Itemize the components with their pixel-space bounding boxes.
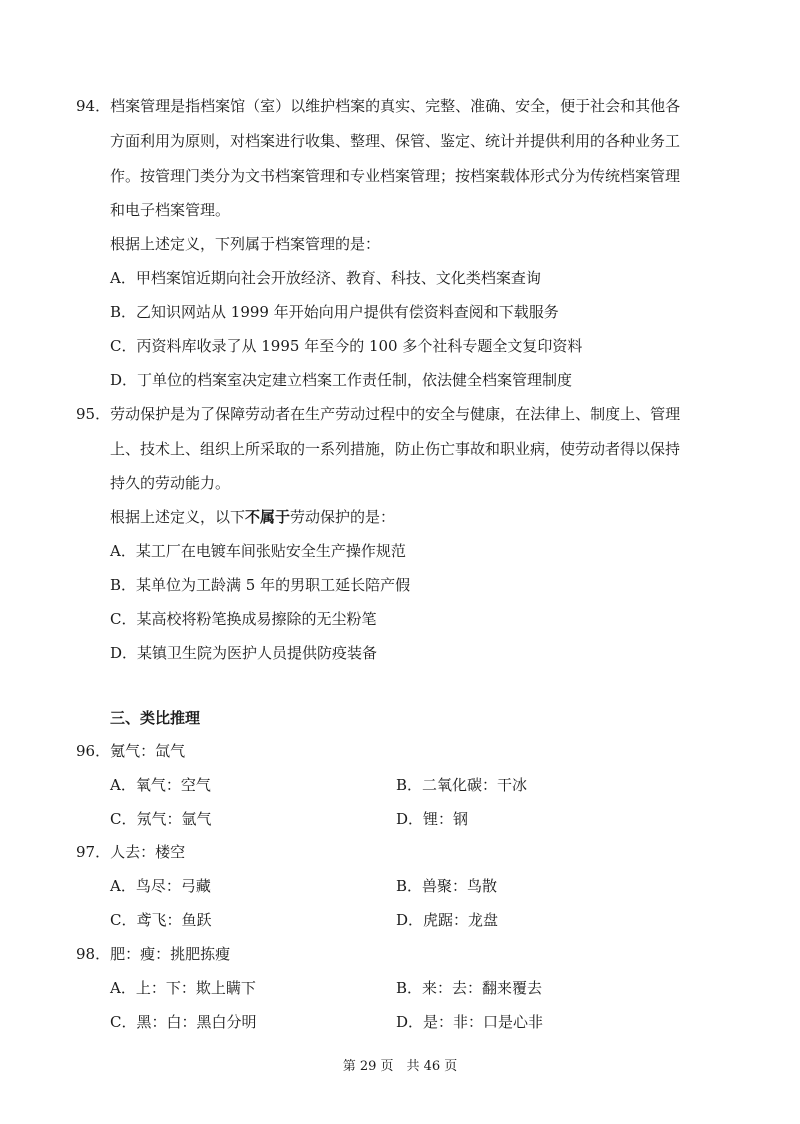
question-95-prompt <box>110 507 395 527</box>
question-97-stem: 97．人去：楼空 <box>76 843 186 861</box>
question-96-option-b: B．二氧化碳：干冰 <box>396 776 528 794</box>
question-94-line-3: 作。按管理门类分为文书档案管理和专业档案管理；按档案载体形式分为传统档案管理 <box>110 167 681 185</box>
question-97-option-b: B．兽聚：鸟散 <box>396 877 498 895</box>
question-94-option-d: D．丁单位的档案室决定建立档案工作责任制，依法健全档案管理制度 <box>110 371 573 389</box>
question-97-option-c: C．鸢飞：鱼跃 <box>110 911 212 929</box>
question-95-option-c: C．某高校将粉笔换成易擦除的无尘粉笔 <box>110 610 377 628</box>
question-98-stem: 98．肥：瘦：挑肥拣瘦 <box>76 945 231 963</box>
question-94-prompt: 根据上述定义，下列属于档案管理的是： <box>110 235 381 253</box>
question-95-prompt-pre: 根据上述定义，以下 <box>110 508 246 526</box>
question-94-line-4: 和电子档案管理。 <box>110 201 231 219</box>
question-98-option-b: B．来：去：翻来覆去 <box>396 979 543 997</box>
question-98-option-a: A．上：下：欺上瞒下 <box>110 979 256 997</box>
question-95-option-a: A．某工厂在电镀车间张贴安全生产操作规范 <box>110 542 406 560</box>
page-footer: 第 29 页 共 46 页 <box>342 1059 458 1074</box>
section-title: 三、类比推理 <box>110 709 201 727</box>
question-97-option-d: D．虎踞：龙盘 <box>396 911 499 929</box>
question-95-line-3: 持久的劳动能力。 <box>110 474 231 492</box>
question-95-line-2: 上、技术上、组织上所采取的一系列措施，防止伤亡事故和职业病，使劳动者得以保持 <box>110 440 681 458</box>
question-95-prompt-emphasis: 不属于 <box>245 508 291 526</box>
question-94-option-b: B．乙知识网站从 1999 年开始向用户提供有偿资料查阅和下载服务 <box>110 303 559 321</box>
question-95-prompt-post: 劳动保护的是： <box>290 508 396 526</box>
question-94-line-2: 方面利用为原则，对档案进行收集、整理、保管、鉴定、统计并提供利用的各种业务工 <box>110 132 681 150</box>
question-98-option-d: D．是：非：口是心非 <box>396 1013 544 1031</box>
question-96-stem: 96．氪气：氙气 <box>76 742 186 760</box>
question-95-option-d: D．某镇卫生院为医护人员提供防疫装备 <box>110 644 378 662</box>
question-97-option-a: A．鸟尽：弓藏 <box>110 877 211 895</box>
question-94-option-a: A．甲档案馆近期向社会开放经济、教育、科技、文化类档案查询 <box>110 269 541 287</box>
question-96-option-c: C．氖气：氩气 <box>110 810 212 828</box>
question-95-line-1: 95．劳动保护是为了保障劳动者在生产劳动过程中的安全与健康，在法律上、制度上、管理 <box>76 405 681 423</box>
question-96-option-d: D．锂：钢 <box>396 810 469 828</box>
question-94-line-1: 94．档案管理是指档案馆（室）以维护档案的真实、完整、准确、安全，便于社会和其他各 <box>76 97 681 115</box>
question-96-option-a: A．氧气：空气 <box>110 776 211 794</box>
question-98-option-c: C．黑：白：黑白分明 <box>110 1013 257 1031</box>
question-94-option-c: C．丙资料库收录了从 1995 年至今的 100 多个社科专题全文复印资料 <box>110 337 583 355</box>
question-95-option-b: B．某单位为工龄满 5 年的男职工延长陪产假 <box>110 576 411 594</box>
